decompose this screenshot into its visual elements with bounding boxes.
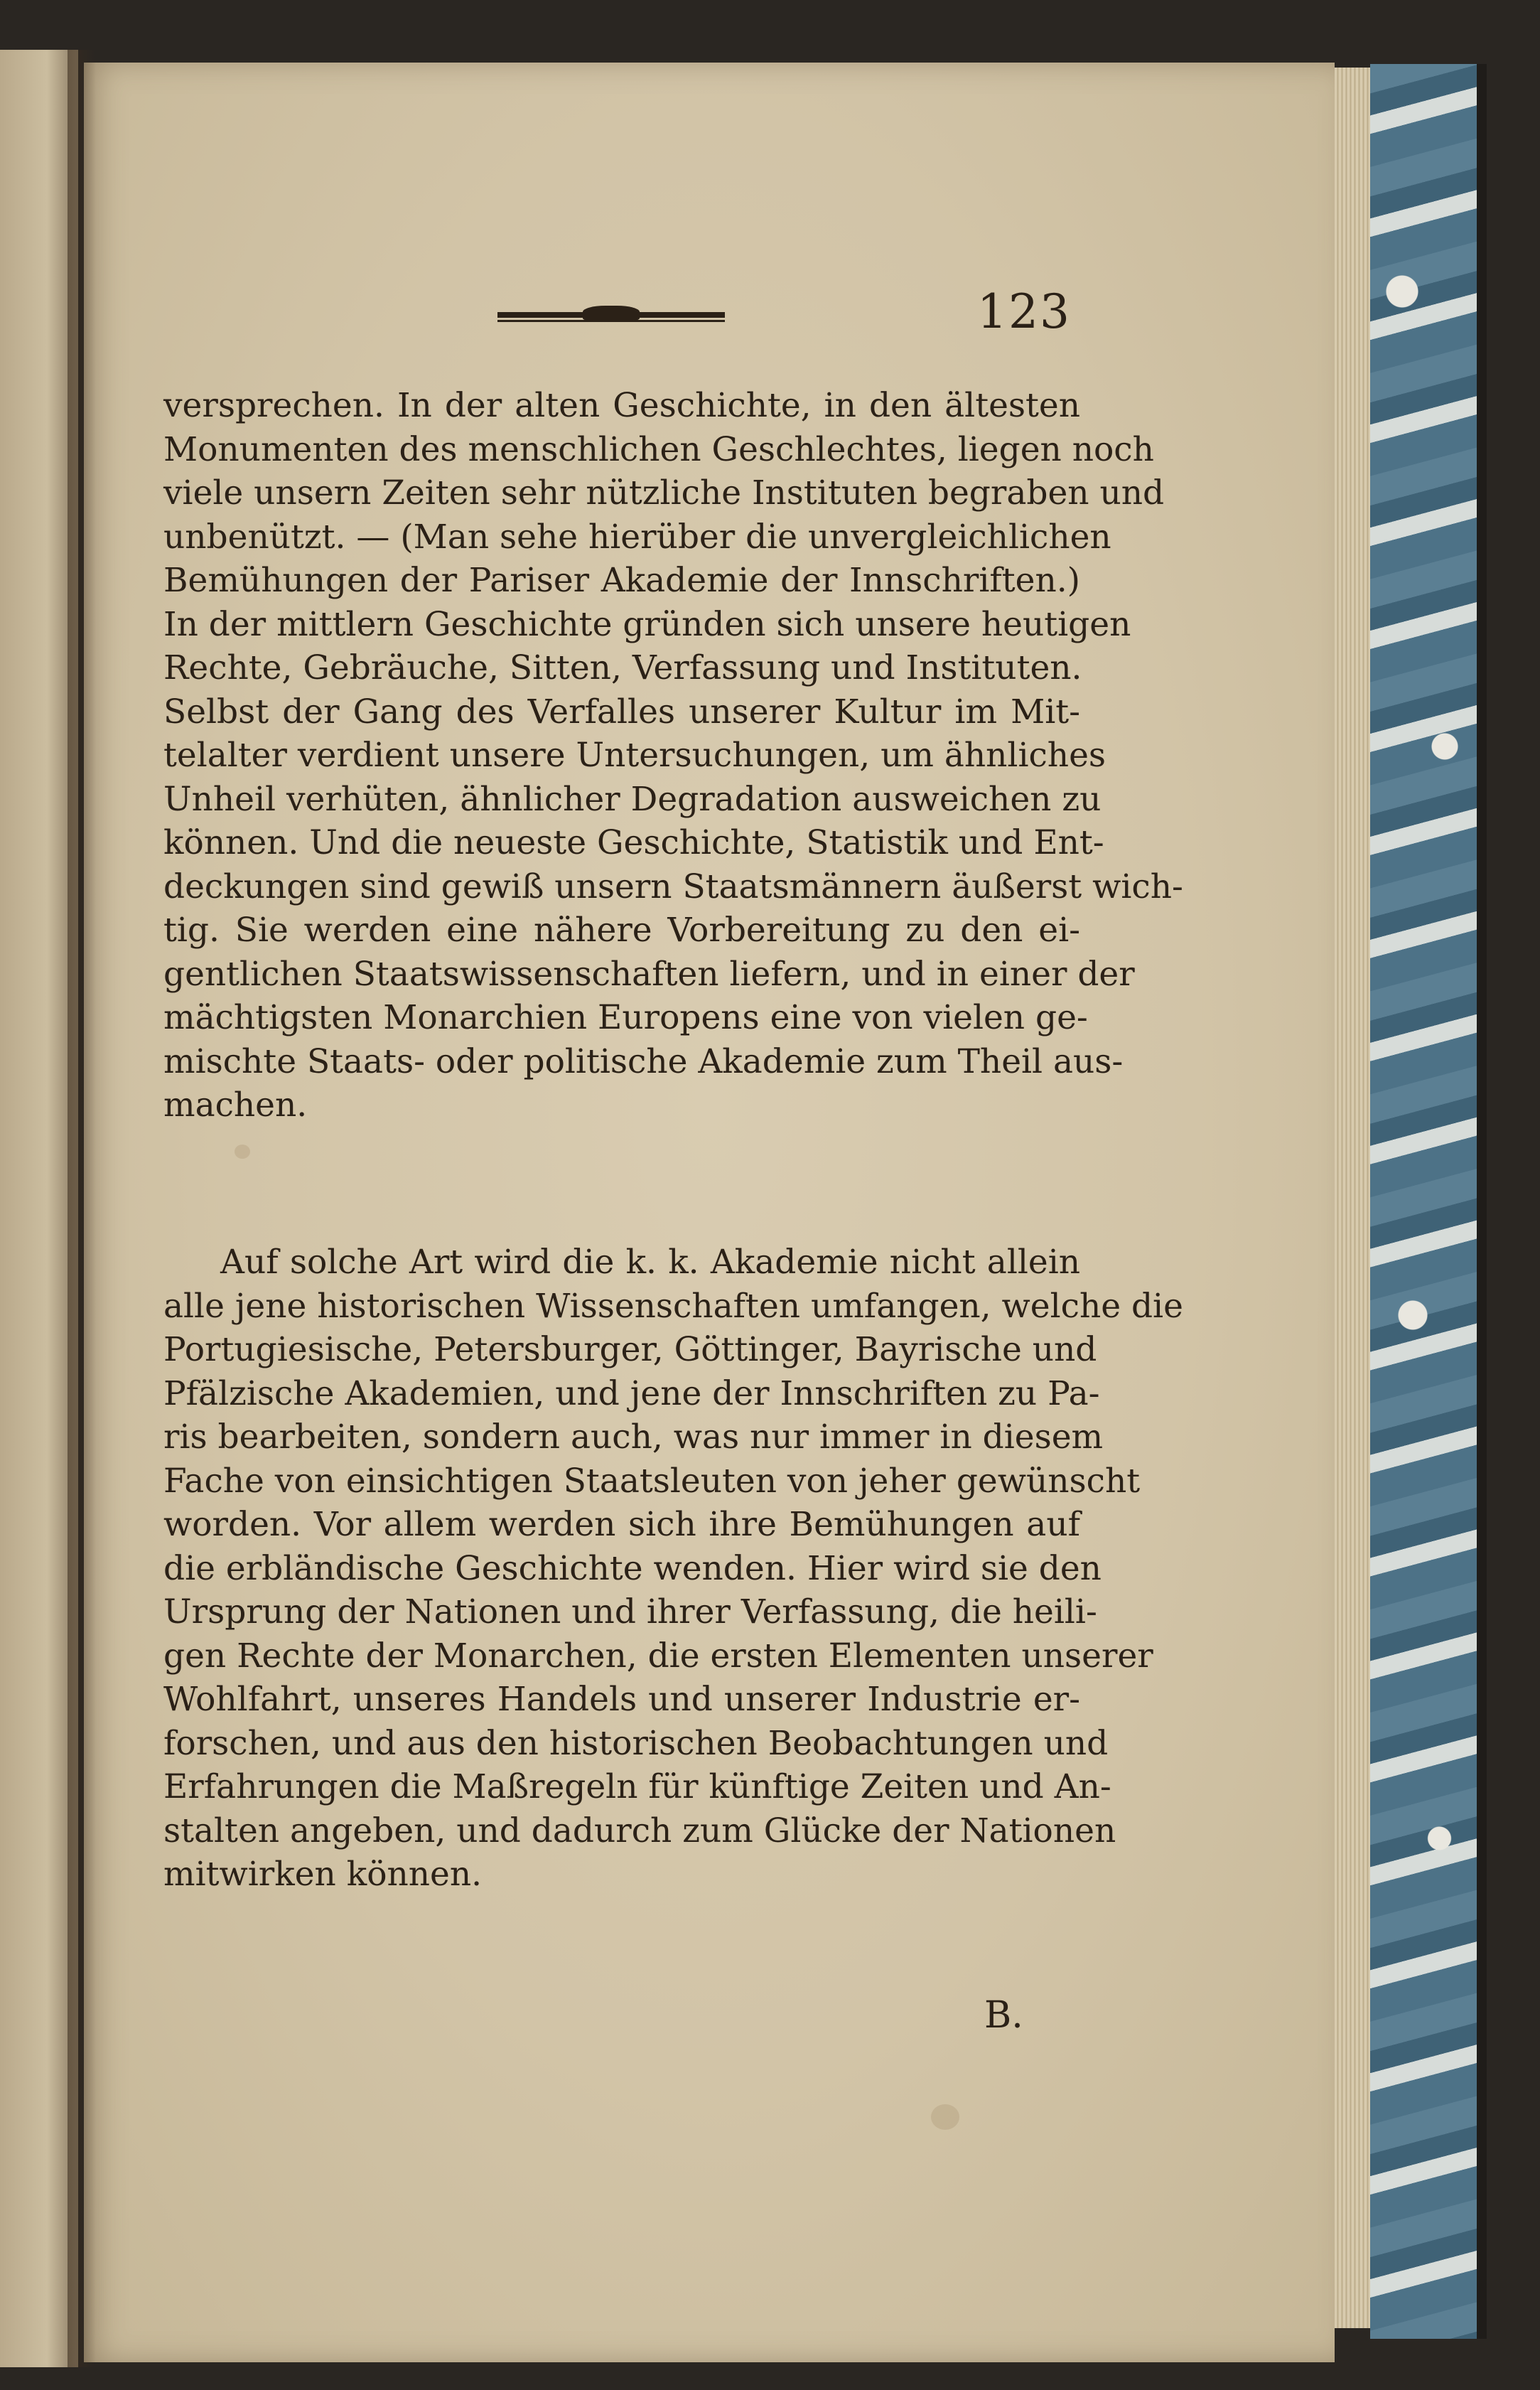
text-line: stalten angeben, und dadurch zum Glücke der Nationen [163,1811,1116,1850]
marbled-endpaper [1370,64,1487,2339]
text-line: Wohlfahrt, unseres Handels und unserer Industrie er- [163,1680,1080,1719]
text-line: mächtigsten Monarchien Europens eine von vielen ge- [163,998,1088,1037]
text-line: Bemühungen der Pariser Akademie der Innschriften.) [163,561,1080,600]
text-line: versprechen. In der alten Geschichte, in den ältesten [163,386,1080,425]
text-line: Ursprung der Nationen und ihrer Verfassung, die heili- [163,1592,1097,1631]
text-line: mischte Staats- oder politische Akademie zum Theil aus- [163,1041,1124,1081]
text-line: mitwirken können. [163,1855,483,1894]
text-line: ris bearbeiten, sondern auch, was nur immer in diesem [163,1418,1104,1457]
text-line: worden. Vor allem werden sich ihre Bemühungen auf [163,1505,1080,1544]
text-line: gen Rechte der Monarchen, die ersten Elementen unserer [163,1636,1153,1676]
paper-stain [235,1145,250,1159]
book-gutter-shadow [68,50,96,2367]
text-line: machen. [163,1086,308,1125]
text-line: können. Und die neueste Geschichte, Statistik und Ent- [163,823,1104,862]
text-line: die erbländische Geschichte wenden. Hier wird sie den [163,1548,1102,1588]
text-line: Auf solche Art wird die k. k. Akademie nicht allein [220,1243,1080,1282]
paragraph-2 [163,1240,1183,1897]
text-line: Selbst der Gang des Verfalles unserer Kultur im Mit- [163,692,1080,732]
text-line: deckungen sind gewiß unsern Staatsmännern äußerst wich- [163,867,1183,906]
paragraph-1 [163,384,1183,1127]
text-line: viele unsern Zeiten sehr nützliche Instituten begraben und [163,473,1165,513]
text-line: gentlichen Staatswissenschaften liefern, und in einer der [163,954,1135,994]
header-ornament [497,306,725,324]
page-number: 123 [977,284,1071,339]
text-line: Portugiesische, Petersburger, Göttinger, Bayrische und [163,1330,1097,1369]
page-stack-edges [1335,68,1370,2328]
text-line: Rechte, Gebräuche, Sitten, Verfassung und Instituten. [163,648,1082,687]
text-line: Fache von einsichtigen Staatsleuten von jeher gewünscht [163,1461,1141,1501]
text-line: forschen, und aus den historischen Beobachtungen und [163,1723,1109,1763]
text-line: Monumenten des menschlichen Geschlechtes, liegen noch [163,429,1154,469]
text-line: Unheil verhüten, ähnlicher Degradation ausweichen zu [163,779,1102,819]
text-line: Erfahrungen die Maßregeln für künftige Zeiten und An- [163,1767,1111,1806]
text-line: Pfälzische Akademien, und jene der Innschriften zu Pa- [163,1373,1100,1413]
text-line: In der mittlern Geschichte gründen sich unsere heutigen [163,604,1131,644]
text-line: tig. Sie werden eine nähere Vorbereitung zu den ei- [163,911,1080,950]
left-facing-page-edge [0,50,78,2367]
paper-stain [931,2104,959,2130]
text-line: telalter verdient unsere Untersuchungen, um ähnliches [163,736,1106,775]
text-line: unbenützt. — (Man sehe hierüber die unvergleichlichen [163,517,1111,557]
catchword: B. [984,1994,1023,2037]
text-line: alle jene historischen Wissenschaften umfangen, welche die [163,1286,1183,1326]
